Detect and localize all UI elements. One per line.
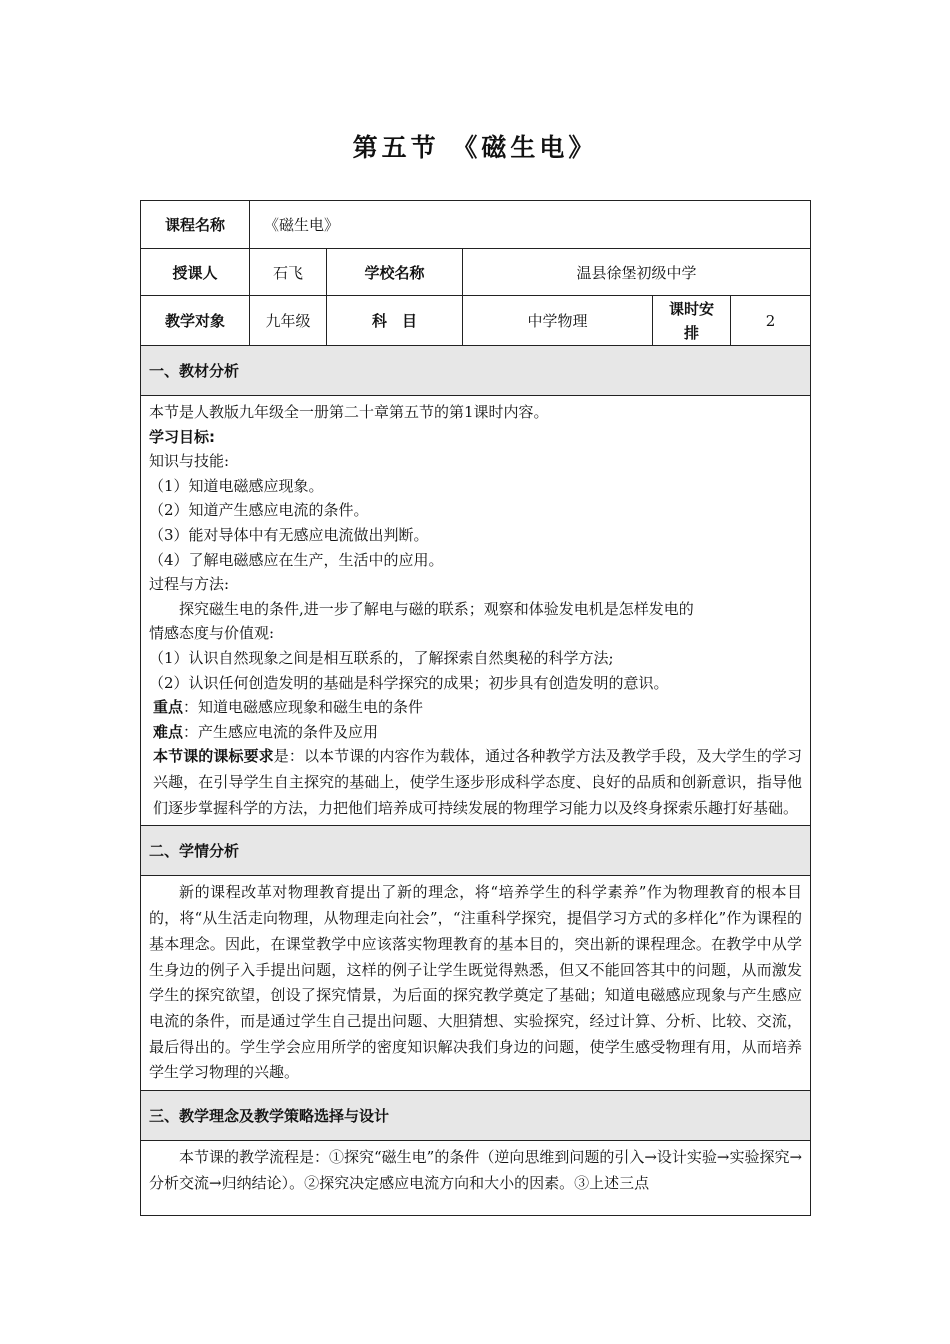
- section-3-header-row: [141, 1091, 811, 1141]
- course-name-row: [141, 201, 811, 249]
- attitude-item: （1）认识自然现象之间是相互联系的，了解探索自然奥秘的科学方法;: [149, 648, 614, 667]
- section-3-heading: 三、教学理念及教学策略选择与设计: [141, 1091, 811, 1141]
- hours-label: [653, 296, 731, 346]
- section-3-body-row: [141, 1141, 811, 1216]
- knowledge-item: （1）知道电磁感应现象。: [149, 476, 324, 495]
- section-1-heading: 一、教材分析: [141, 346, 811, 396]
- goals-label: 学习目标:: [149, 427, 215, 446]
- student-analysis-text: 新的课程改革对物理教育提出了新的理念，将“培养学生的科学素养”作为物理教育的根本目的，将“从生活走向物理，从物理走向社会”，“注重科学探究，提倡学习方式的多样化”作为课程的基本理念。因此，在课堂教学中应该落实物理教育的基本目的，突出新的课程理念。在教学中从学生身边的例子入手提出问题，这样的例子让学生既觉得熟悉，但又不能回答其中的问题，从而激发学生的探究欲望，创设了探究情景，为后面的探究教学奠定了基础；知道电磁感应现象与产生感应电流的条件，而是通过学生自己提出问题、大胆猜想、实验探究，经过计算、分析、比较、交流，最后得出的。学生学会应用所学的密度知识解决我们身边的问题，使学生感受物理有用，从而培养学生学习物理的兴趣。: [149, 883, 803, 1082]
- teacher-value: 石飞: [250, 249, 327, 296]
- difficulty-label: 难点: [153, 722, 184, 741]
- subject-value: 中学物理: [463, 296, 653, 346]
- standard-text: 是：以本节课的内容作为载体，通过各种教学方法及教学手段，及大学生的学习兴趣，在引导学生自主探究的基础上，使学生逐步形成科学态度、良好的品质和创新意识，指导他们逐步掌握科学的方法，力把他们培养成可持续发展的物理学习能力以及终身探索乐趣打好基础。: [153, 747, 803, 817]
- attitude-label: 情感态度与价值观:: [149, 624, 275, 643]
- difficulty-text: ：产生感应电流的条件及应用: [183, 722, 379, 741]
- audience-label: 教学对象: [141, 296, 250, 346]
- section-2-body: [141, 876, 811, 1091]
- knowledge-item: （3）能对导体中有无感应电流做出判断。: [149, 525, 429, 544]
- hours-value: 2: [731, 296, 811, 346]
- section-3-clip: [149, 1145, 802, 1211]
- process-text: 探究磁生电的条件,进一步了解电与磁的联系；观察和体验发电机是怎样发电的: [179, 599, 694, 618]
- key-text: ：知道电磁感应现象和磁生电的条件: [183, 698, 424, 717]
- key-label: 重点: [153, 698, 184, 717]
- school-value: 温县徐堡初级中学: [463, 249, 811, 296]
- knowledge-item: （2）知道产生感应电流的条件。: [149, 501, 369, 520]
- course-name-label: 课程名称: [141, 201, 250, 249]
- hours-label-line2: 排: [683, 323, 699, 342]
- section-2-header-row: [141, 826, 811, 876]
- school-label: 学校名称: [327, 249, 463, 296]
- section-2-heading: 二、学情分析: [141, 826, 811, 876]
- intro-text: 本节是人教版九年级全一册第二十章第五节的第1课时内容。: [149, 403, 549, 421]
- knowledge-item: （4）了解电磁感应在生产，生活中的应用。: [149, 550, 444, 569]
- teacher-label: 授课人: [141, 249, 250, 296]
- knowledge-label: 知识与技能:: [149, 452, 230, 471]
- process-label: 过程与方法:: [149, 575, 230, 594]
- key-point: [149, 695, 802, 720]
- page-title: 第五节 《磁生电》: [352, 133, 598, 162]
- section-2-body-row: [141, 876, 811, 1091]
- audience-value: 九年级: [250, 296, 327, 346]
- difficulty-point: [149, 720, 802, 745]
- section-3-body: [141, 1141, 811, 1216]
- teacher-row: [141, 249, 811, 296]
- audience-row: [141, 296, 811, 346]
- section-1-body-row: [141, 396, 811, 826]
- section-1-header-row: [141, 346, 811, 396]
- lesson-plan-table: [140, 200, 811, 1216]
- section-1-body: [141, 396, 811, 826]
- standard-paragraph: [149, 744, 802, 821]
- attitude-item: （2）认识任何创造发明的基础是科学探究的成果；初步具有创造发明的意识。: [149, 673, 669, 692]
- standard-label: 本节课的课标要求: [153, 747, 274, 766]
- teaching-flow-text: 本节课的教学流程是：①探究“磁生电”的条件（逆向思维到问题的引入→设计实验→实验探究→分析交流→归纳结论）。②探究决定感应电流方向和大小的因素。③上述三点: [149, 1148, 803, 1192]
- hours-label-line1: 课时安: [668, 299, 714, 318]
- subject-label: 科 目: [327, 296, 463, 346]
- course-name-value: 《磁生电》: [250, 201, 811, 249]
